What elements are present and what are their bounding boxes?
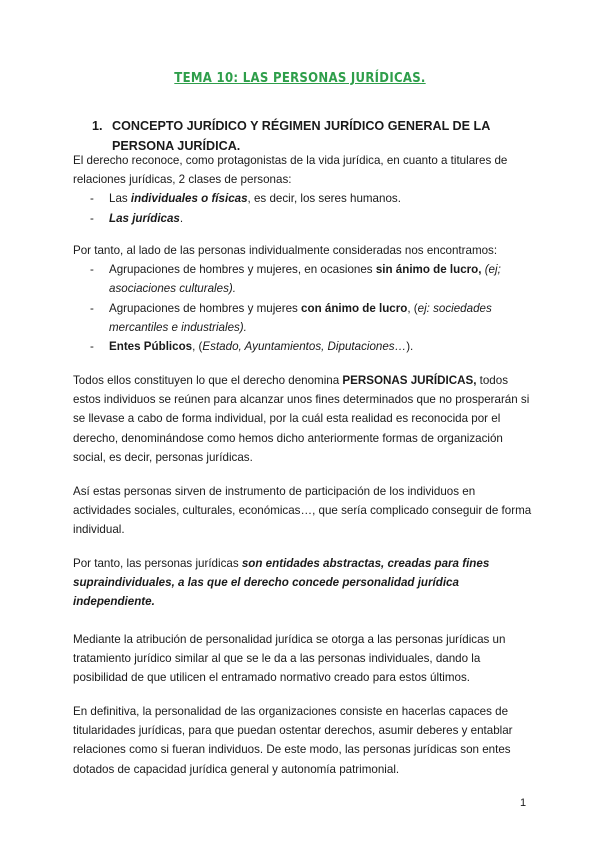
paragraph-text: Todos ellos constituyen lo que el derecho denomina <box>73 374 343 387</box>
section-heading <box>92 116 532 156</box>
list-item-text: , ( <box>192 340 203 354</box>
paragraph-text: todos estos individuos se reúnen para alcanzar unos fines determinados que no prosperarán si se llevase a cabo de forma individual, por la cuál esta realidad es reconocida por el derecho, denominándose como hemos dicho anteriormente formas de organización social, es decir, personas jurídicas. <box>73 374 530 464</box>
intro-block <box>73 151 535 228</box>
intro-paragraph: El derecho reconoce, como protagonistas de la vida jurídica, en cuanto a titulares de relaciones jurídicas, 2 clases de personas: <box>73 154 508 187</box>
person-types-list <box>73 189 535 227</box>
paragraph-text: Así estas personas sirven de instrumento de participación de los individuos en actividades sociales, culturales, económicas…, que sería complicado conseguir de forma individual. <box>73 485 532 537</box>
page-number: 1 <box>520 797 527 809</box>
list-item-example: ej: sociedades mercantiles e industriales). <box>109 301 492 334</box>
section-heading-text: CONCEPTO JURÍDICO Y RÉGIMEN JURÍDICO GENERAL DE LA PERSONA JURÍDICA. <box>112 119 490 153</box>
list-item-example: (ej; asociaciones culturales). <box>109 263 501 296</box>
list-item-text: . <box>179 211 184 225</box>
list-item-emphasis: Las jurídicas <box>109 211 180 225</box>
groups-list <box>73 260 535 356</box>
paragraph-text <box>73 371 535 467</box>
list-item-text: Agrupaciones de hombres y mujeres <box>109 301 302 315</box>
paragraph-definitiva <box>73 702 535 779</box>
list-item-text: Las <box>109 192 131 206</box>
list-item-emphasis: Entes Públicos <box>109 340 193 354</box>
list-item <box>73 209 535 228</box>
groups-block <box>73 241 535 356</box>
paragraph-emphasis: PERSONAS JURÍDICAS, <box>342 374 477 387</box>
paragraph-definicion <box>73 554 535 612</box>
document-title: TEMA 10: LAS PERSONAS JURÍDICAS. <box>174 71 426 86</box>
list-item-text: , ( <box>407 301 418 315</box>
paragraph-personas-juridicas <box>73 371 535 467</box>
paragraph-instrumento <box>73 482 535 540</box>
list-item-example: Estado, Ayuntamientos, Diputaciones… <box>202 340 407 354</box>
list-item-text: , es decir, los seres humanos. <box>247 192 401 206</box>
section-number: 1. <box>92 119 103 133</box>
paragraph-emphasis: son entidades abstractas, creadas para fines supraindividuales, a las que el derecho concede personalidad jurídica independiente. <box>73 557 490 609</box>
list-item <box>73 189 535 208</box>
paragraph-atribucion <box>73 630 535 688</box>
paragraph-text <box>73 554 535 612</box>
list-item-emphasis: sin ánimo de lucro, <box>375 263 482 277</box>
list-item <box>73 260 535 298</box>
list-item <box>73 337 535 356</box>
list-item-emphasis: con ánimo de lucro <box>301 301 408 315</box>
list-item-text: ). <box>406 340 414 354</box>
paragraph-text: Mediante la atribución de personalidad jurídica se otorga a las personas jurídicas un tratamiento jurídico similar al que se le da a las personas individuales, dando la posibilidad de que utilicen el entramado normativo creado para estos últimos. <box>73 633 506 685</box>
groups-paragraph: Por tanto, al lado de las personas individualmente consideradas nos encontramos: <box>73 244 498 257</box>
list-item-text: Agrupaciones de hombres y mujeres, en ocasiones <box>109 263 376 277</box>
paragraph-text: En definitiva, la personalidad de las organizaciones consiste en hacerlas capaces de titularidades jurídicas, para que puedan ostentar derechos, asumir deberes y entablar relaciones como si fueran individuos. De este modo, las personas jurídicas son entes dotados de capacidad jurídica general y autonomía patrimonial. <box>73 705 513 776</box>
paragraph-text: Por tanto, las personas jurídicas <box>73 557 242 570</box>
list-item <box>73 299 535 337</box>
list-item-emphasis: individuales o físicas <box>130 192 248 206</box>
